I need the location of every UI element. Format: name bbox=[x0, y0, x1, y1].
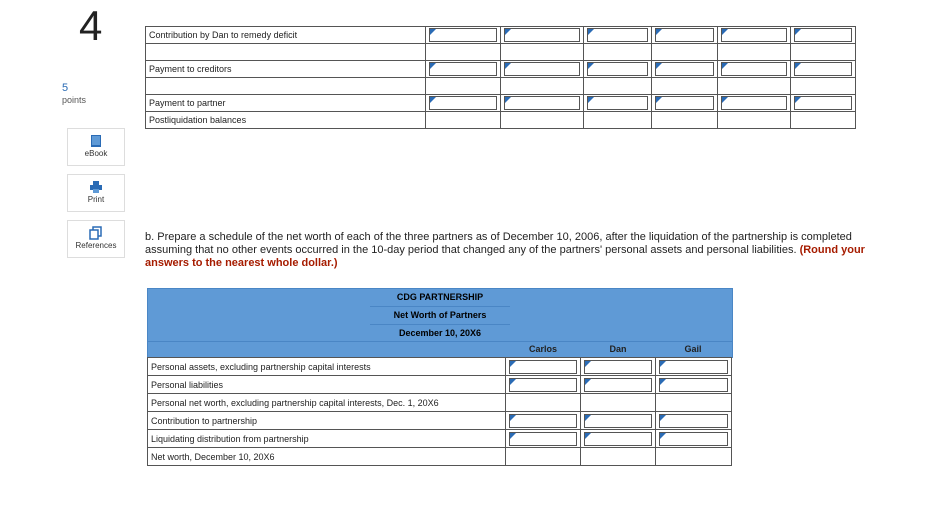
partner-amount-cell[interactable] bbox=[656, 358, 732, 376]
amount-cell bbox=[652, 44, 718, 61]
print-label: Print bbox=[87, 195, 105, 204]
partner-amount-cell[interactable] bbox=[506, 412, 581, 430]
partner-amount-input[interactable] bbox=[659, 378, 728, 392]
partner-amount-cell bbox=[506, 448, 581, 466]
part-b-text: b. Prepare a schedule of the net worth of each of the three partners as of December 10, 2006, after the liquidation of the partnership is completed assuming that no other events occurred in the 10-day period that changed any of the partners' personal assets and personal liabilities. bbox=[145, 231, 852, 256]
partner-amount-input[interactable] bbox=[659, 432, 728, 446]
table-row bbox=[148, 358, 732, 376]
amount-cell bbox=[584, 78, 652, 95]
row-label bbox=[146, 78, 426, 95]
amount-input[interactable] bbox=[794, 62, 852, 76]
amount-cell[interactable] bbox=[584, 95, 652, 112]
row-label bbox=[146, 44, 426, 61]
amount-cell bbox=[791, 112, 856, 129]
amount-input[interactable] bbox=[429, 28, 497, 42]
col-carlos: Carlos bbox=[528, 344, 557, 354]
partner-amount-cell[interactable] bbox=[656, 412, 732, 430]
amount-cell[interactable] bbox=[425, 27, 500, 44]
amount-input[interactable] bbox=[794, 96, 852, 110]
liquidation-table bbox=[145, 26, 856, 129]
ebook-button[interactable] bbox=[67, 128, 125, 166]
partner-amount-cell[interactable] bbox=[506, 358, 581, 376]
amount-cell[interactable] bbox=[425, 61, 500, 78]
row-label: Net worth, December 10, 20X6 bbox=[148, 448, 506, 466]
amount-cell bbox=[791, 78, 856, 95]
net-worth-table bbox=[147, 357, 732, 466]
row-label: Personal assets, excluding partnership capital interests bbox=[148, 358, 506, 376]
amount-cell bbox=[500, 78, 584, 95]
partner-amount-cell[interactable] bbox=[581, 376, 656, 394]
amount-cell bbox=[425, 78, 500, 95]
partner-amount-cell[interactable] bbox=[581, 358, 656, 376]
amount-input[interactable] bbox=[721, 96, 787, 110]
amount-input[interactable] bbox=[429, 96, 497, 110]
amount-input[interactable] bbox=[587, 28, 648, 42]
amount-cell bbox=[584, 44, 652, 61]
part-b-instructions bbox=[145, 231, 865, 270]
amount-cell[interactable] bbox=[791, 61, 856, 78]
points-label: points bbox=[62, 95, 87, 105]
amount-cell bbox=[718, 44, 791, 61]
table-row bbox=[148, 412, 732, 430]
partner-amount-input[interactable] bbox=[509, 360, 577, 374]
row-label: Payment to partner bbox=[146, 95, 426, 112]
book-icon bbox=[89, 134, 103, 148]
table-row bbox=[148, 448, 732, 466]
row-label: Personal net worth, excluding partnership capital interests, Dec. 1, 20X6 bbox=[148, 394, 506, 412]
amount-cell[interactable] bbox=[718, 27, 791, 44]
partner-amount-cell bbox=[581, 448, 656, 466]
net-worth-header bbox=[147, 288, 733, 343]
amount-cell bbox=[718, 78, 791, 95]
partner-amount-input[interactable] bbox=[509, 414, 577, 428]
partner-amount-cell bbox=[656, 394, 732, 412]
table-row bbox=[146, 112, 856, 129]
table-row bbox=[146, 44, 856, 61]
schedule-title: CDG PARTNERSHIP bbox=[370, 289, 510, 307]
table-row bbox=[148, 430, 732, 448]
row-label: Personal liabilities bbox=[148, 376, 506, 394]
amount-cell bbox=[652, 112, 718, 129]
partner-amount-input[interactable] bbox=[509, 378, 577, 392]
table-row bbox=[148, 394, 732, 412]
amount-cell bbox=[791, 44, 856, 61]
row-label: Liquidating distribution from partnership bbox=[148, 430, 506, 448]
amount-cell bbox=[500, 112, 584, 129]
amount-input[interactable] bbox=[587, 96, 648, 110]
amount-cell[interactable] bbox=[718, 95, 791, 112]
partner-amount-cell[interactable] bbox=[581, 430, 656, 448]
amount-cell bbox=[425, 112, 500, 129]
partner-amount-input[interactable] bbox=[509, 432, 577, 446]
net-worth-column-header bbox=[147, 341, 733, 358]
row-label: Payment to creditors bbox=[146, 61, 426, 78]
amount-cell bbox=[584, 112, 652, 129]
col-gail: Gail bbox=[684, 344, 702, 354]
printer-icon bbox=[89, 180, 103, 194]
partner-amount-cell[interactable] bbox=[506, 430, 581, 448]
amount-input[interactable] bbox=[655, 28, 714, 42]
amount-cell[interactable] bbox=[652, 61, 718, 78]
amount-input[interactable] bbox=[721, 28, 787, 42]
amount-cell bbox=[652, 78, 718, 95]
partner-amount-input[interactable] bbox=[584, 414, 652, 428]
partner-amount-cell bbox=[581, 394, 656, 412]
row-label: Contribution by Dan to remedy deficit bbox=[146, 27, 426, 44]
amount-cell[interactable] bbox=[791, 27, 856, 44]
amount-cell[interactable] bbox=[584, 61, 652, 78]
amount-input[interactable] bbox=[655, 62, 714, 76]
partner-amount-cell bbox=[506, 394, 581, 412]
partner-amount-input[interactable] bbox=[659, 360, 728, 374]
amount-input[interactable] bbox=[504, 96, 581, 110]
amount-input[interactable] bbox=[429, 62, 497, 76]
partner-amount-cell[interactable] bbox=[506, 376, 581, 394]
ebook-label: eBook bbox=[84, 149, 108, 158]
amount-input[interactable] bbox=[504, 62, 581, 76]
amount-input[interactable] bbox=[655, 96, 714, 110]
table-row bbox=[146, 27, 856, 44]
amount-cell[interactable] bbox=[791, 95, 856, 112]
references-label: References bbox=[75, 241, 117, 250]
amount-cell[interactable] bbox=[500, 61, 584, 78]
table-row bbox=[146, 61, 856, 78]
partner-amount-cell[interactable] bbox=[581, 412, 656, 430]
points-value: 5 bbox=[62, 82, 69, 94]
amount-cell[interactable] bbox=[652, 95, 718, 112]
row-label: Postliquidation balances bbox=[146, 112, 426, 129]
references-button[interactable] bbox=[67, 220, 125, 258]
amount-cell[interactable] bbox=[500, 27, 584, 44]
row-label: Contribution to partnership bbox=[148, 412, 506, 430]
copy-icon bbox=[89, 226, 103, 240]
amount-cell bbox=[500, 44, 584, 61]
table-row bbox=[148, 376, 732, 394]
amount-input[interactable] bbox=[587, 62, 648, 76]
schedule-date: December 10, 20X6 bbox=[398, 328, 482, 338]
print-button[interactable] bbox=[67, 174, 125, 212]
amount-input[interactable] bbox=[721, 62, 787, 76]
table-row bbox=[146, 78, 856, 95]
amount-cell[interactable] bbox=[425, 95, 500, 112]
amount-cell bbox=[718, 112, 791, 129]
question-number: 4 bbox=[79, 2, 103, 49]
amount-input[interactable] bbox=[504, 28, 581, 42]
schedule-subtitle: Net Worth of Partners bbox=[370, 307, 510, 325]
amount-cell[interactable] bbox=[652, 27, 718, 44]
col-dan: Dan bbox=[609, 344, 627, 354]
partner-amount-cell[interactable] bbox=[656, 376, 732, 394]
partner-amount-input[interactable] bbox=[584, 378, 652, 392]
partner-amount-input[interactable] bbox=[584, 360, 652, 374]
table-row bbox=[146, 95, 856, 112]
amount-cell bbox=[425, 44, 500, 61]
amount-cell[interactable] bbox=[718, 61, 791, 78]
amount-input[interactable] bbox=[794, 28, 852, 42]
partner-amount-input[interactable] bbox=[659, 414, 728, 428]
partner-amount-input[interactable] bbox=[584, 432, 652, 446]
rounding-note: (Round your answers to the nearest whole dollar.) bbox=[145, 244, 865, 269]
partner-amount-cell bbox=[656, 448, 732, 466]
partner-amount-cell[interactable] bbox=[656, 430, 732, 448]
amount-cell[interactable] bbox=[500, 95, 584, 112]
amount-cell[interactable] bbox=[584, 27, 652, 44]
